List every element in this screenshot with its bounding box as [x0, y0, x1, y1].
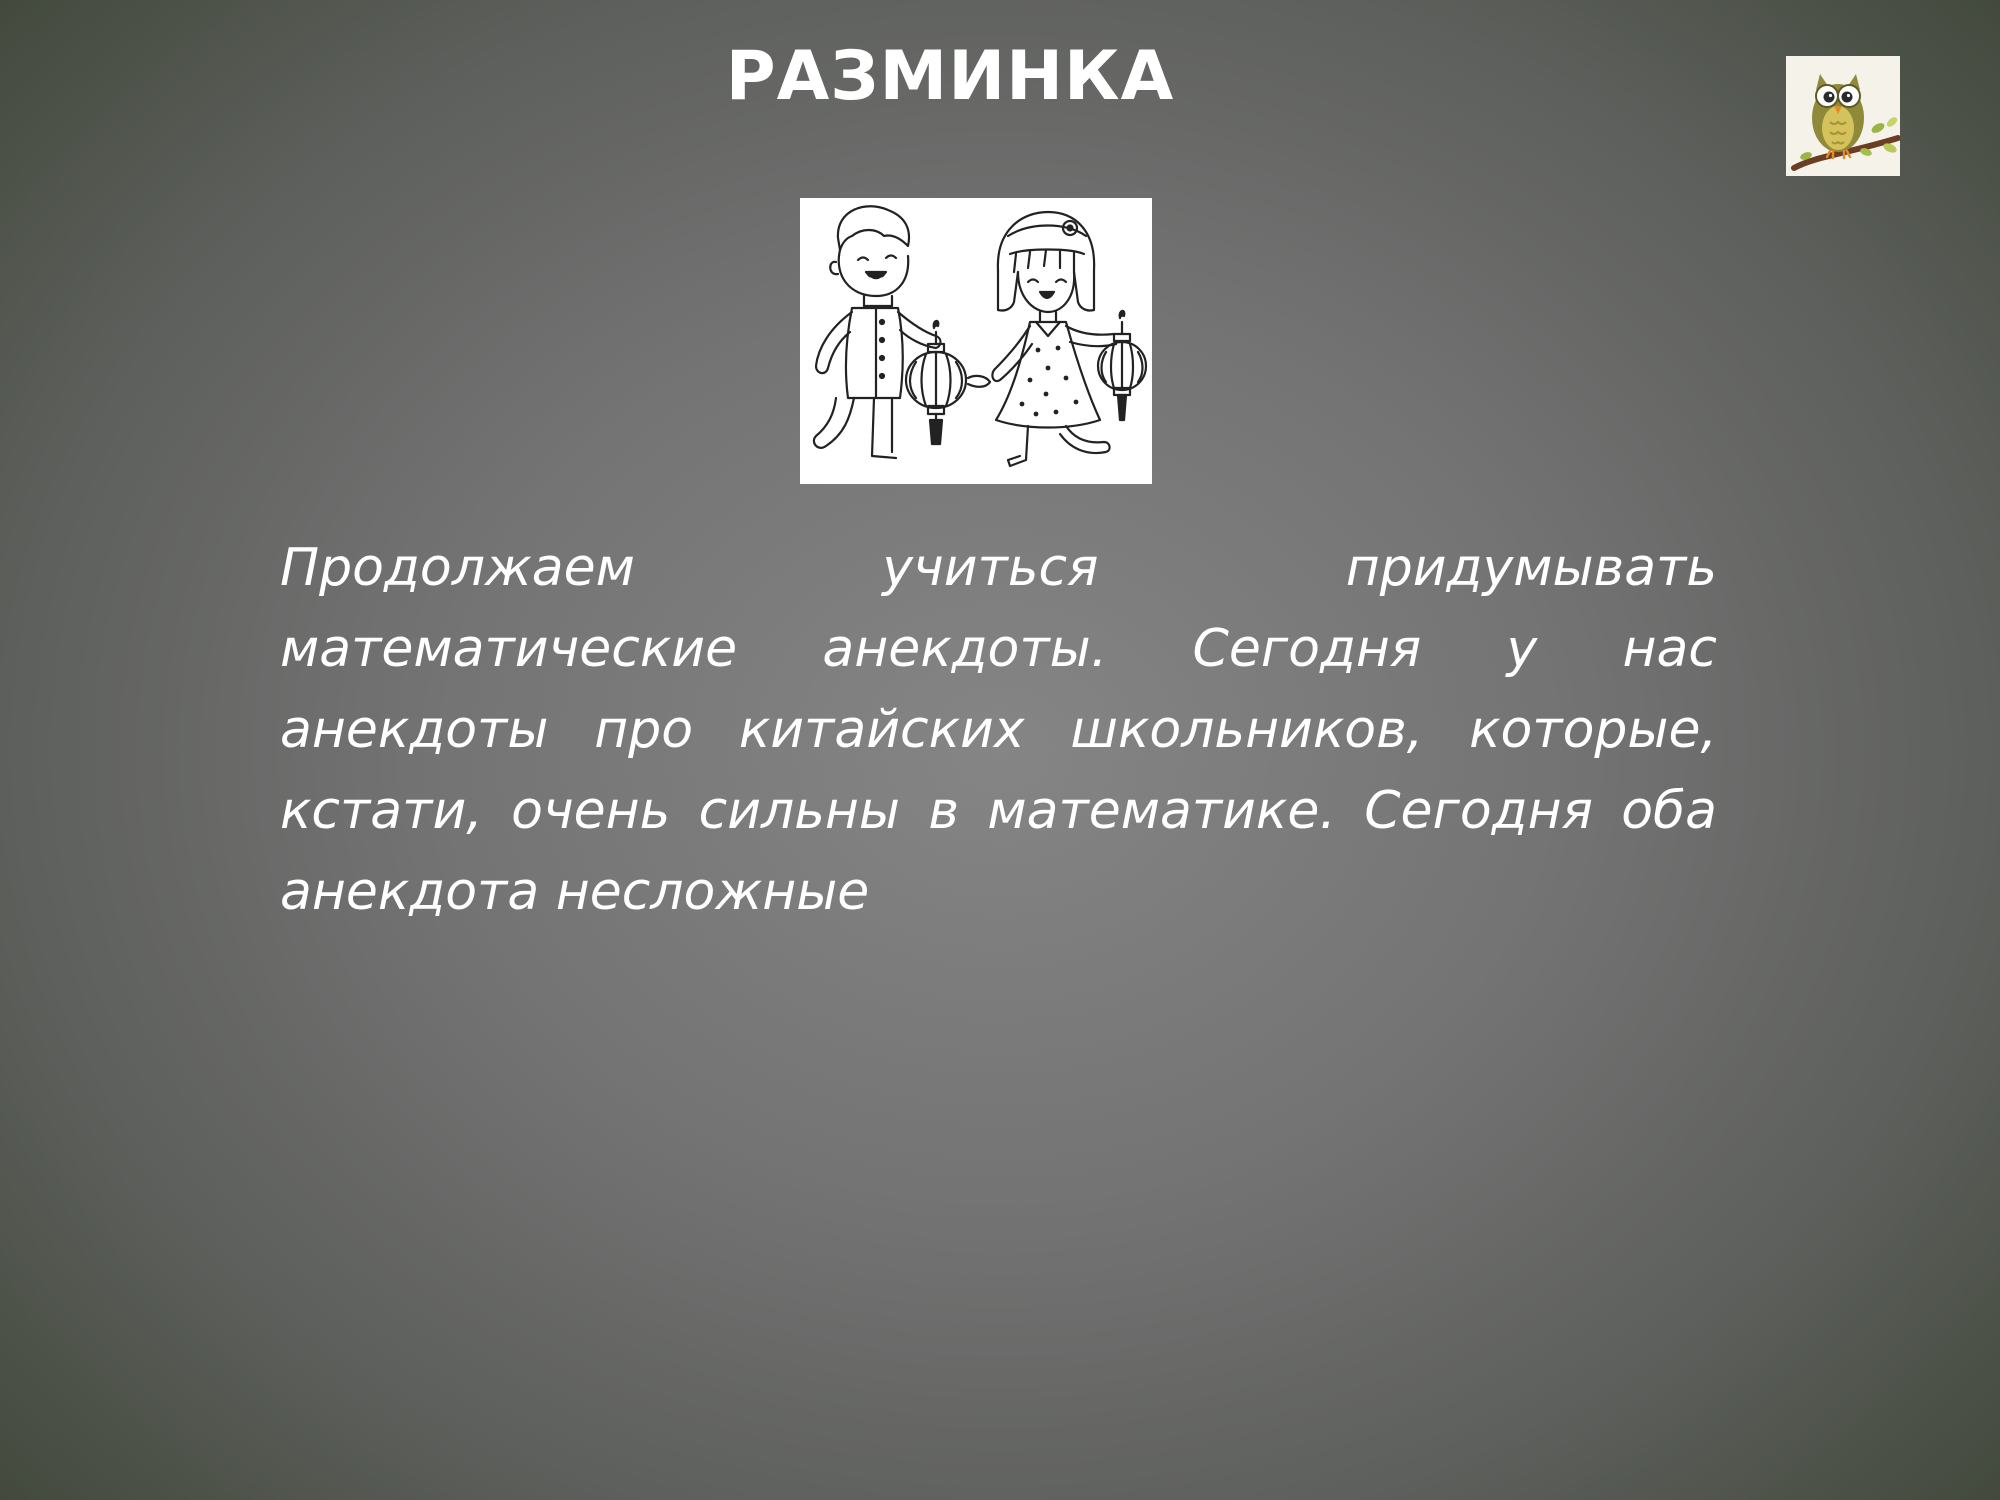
slide-title: РАЗМИНКА: [725, 37, 1175, 116]
slide-body-text: Продолжаем учиться придумывать математические анекдоты. Сегодня у нас анекдоты про китайских школьников, которые, кстати, очень сильны в математике. Сегодня оба анекдота несложные: [280, 538, 1717, 922]
kids-with-lanterns-drawing: [800, 198, 1152, 484]
owl-icon: [1786, 56, 1900, 176]
